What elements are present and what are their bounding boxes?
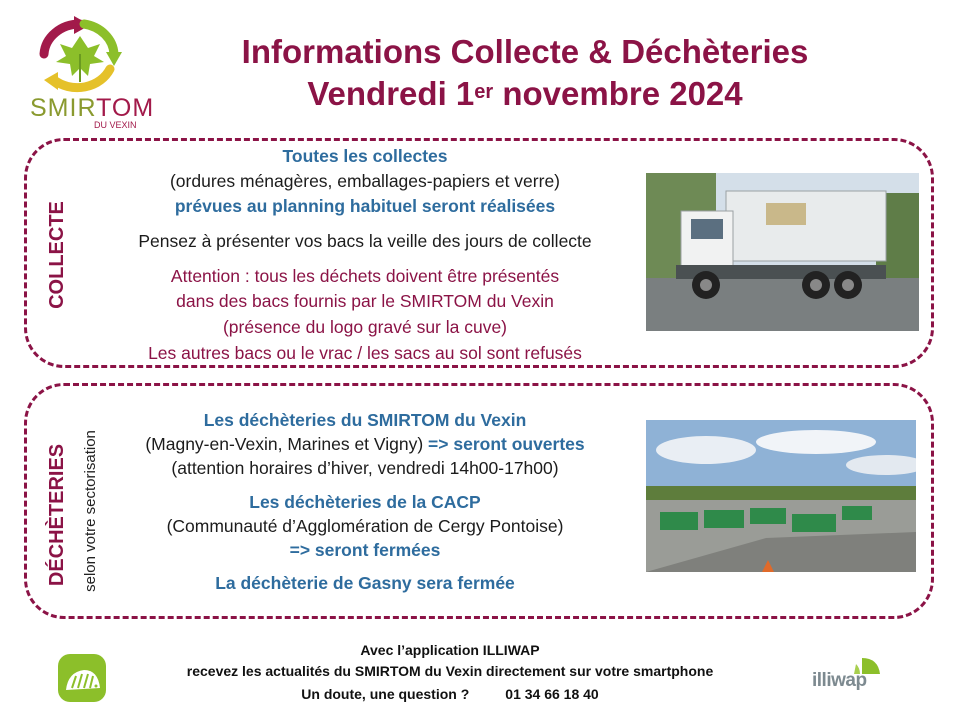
- footer-app-line: Avec l’application ILLIWAP: [360, 642, 540, 658]
- decheteries-line-1: Les déchèteries du SMIRTOM du Vexin: [203, 410, 527, 430]
- collecte-line-1: Toutes les collectes: [282, 146, 448, 166]
- page-date: [180, 74, 870, 114]
- collecte-line-2: (ordures ménagères, emballages-papiers et verre): [169, 171, 561, 191]
- collecte-line-6: dans des bacs fournis par le SMIRTOM du Vexin: [176, 291, 554, 311]
- collecte-line-4: Pensez à présenter vos bacs la veille des jours de collecte: [138, 231, 592, 251]
- date-ordinal: er: [474, 81, 494, 103]
- collecte-label: COLLECTE: [46, 201, 68, 309]
- footer-contact-line: [130, 684, 770, 704]
- collecte-line-5: Attention : tous les déchets doivent être présentés: [170, 266, 560, 286]
- truck-illustration: [646, 173, 919, 331]
- smirtom-logo: [14, 14, 155, 132]
- decheteries-line-2: [70, 432, 660, 456]
- footer-question: Un doute, une question ?: [301, 686, 470, 702]
- collecte-line-7: (présence du logo gravé sur la cuve): [222, 317, 508, 337]
- logo-word-right: TOM: [96, 94, 155, 122]
- logo-subtitle: DU VEXIN: [94, 120, 137, 130]
- decheterie-site-photo: [646, 420, 916, 572]
- decheteries-line-2-text: (Magny-en-Vexin, Marines et Vigny): [145, 434, 429, 454]
- decheteries-line-5: (Communauté d’Agglomération de Cergy Pontoise): [166, 516, 564, 536]
- footer-phone[interactable]: 01 34 66 18 40: [505, 686, 599, 702]
- page-title: Informations Collecte & Déchèteries: [241, 33, 809, 70]
- decheteries-line-6: => seront fermées: [289, 540, 441, 560]
- site-illustration: [646, 420, 916, 572]
- date-month-year: novembre 2024: [493, 75, 743, 112]
- footer-news-line: recevez les actualités du SMIRTOM du Vexin directement sur votre smartphone: [186, 663, 714, 679]
- decheteries-line-4: Les déchèteries de la CACP: [249, 492, 481, 512]
- logo-wordmark: [30, 94, 154, 123]
- decheteries-line-3: (attention horaires d’hiver, vendredi 14h00-17h00): [171, 458, 559, 478]
- collecte-line-8: Les autres bacs ou le vrac / les sacs au sol sont refusés: [148, 343, 582, 363]
- garbage-truck-photo: [646, 173, 919, 331]
- illiwap-wordmark: illiwap: [812, 670, 867, 691]
- hedgehog-app-icon: [58, 654, 106, 702]
- decheteries-line-7: La déchèterie de Gasny sera fermée: [215, 573, 515, 593]
- hedgehog-icon: [58, 654, 106, 702]
- illiwap-logo-icon: [810, 652, 890, 702]
- collecte-line-3: prévues au planning habituel seront réalisées: [174, 196, 556, 216]
- logo-word-left: SMIR: [30, 94, 97, 122]
- decheteries-label: DÉCHÈTERIES: [46, 443, 68, 587]
- decheteries-open-status: => seront ouvertes: [428, 434, 585, 454]
- recycle-leaf-icon: [14, 14, 146, 104]
- date-day: Vendredi 1: [307, 75, 475, 112]
- decheteries-sublabel: selon votre sectorisation: [82, 430, 99, 592]
